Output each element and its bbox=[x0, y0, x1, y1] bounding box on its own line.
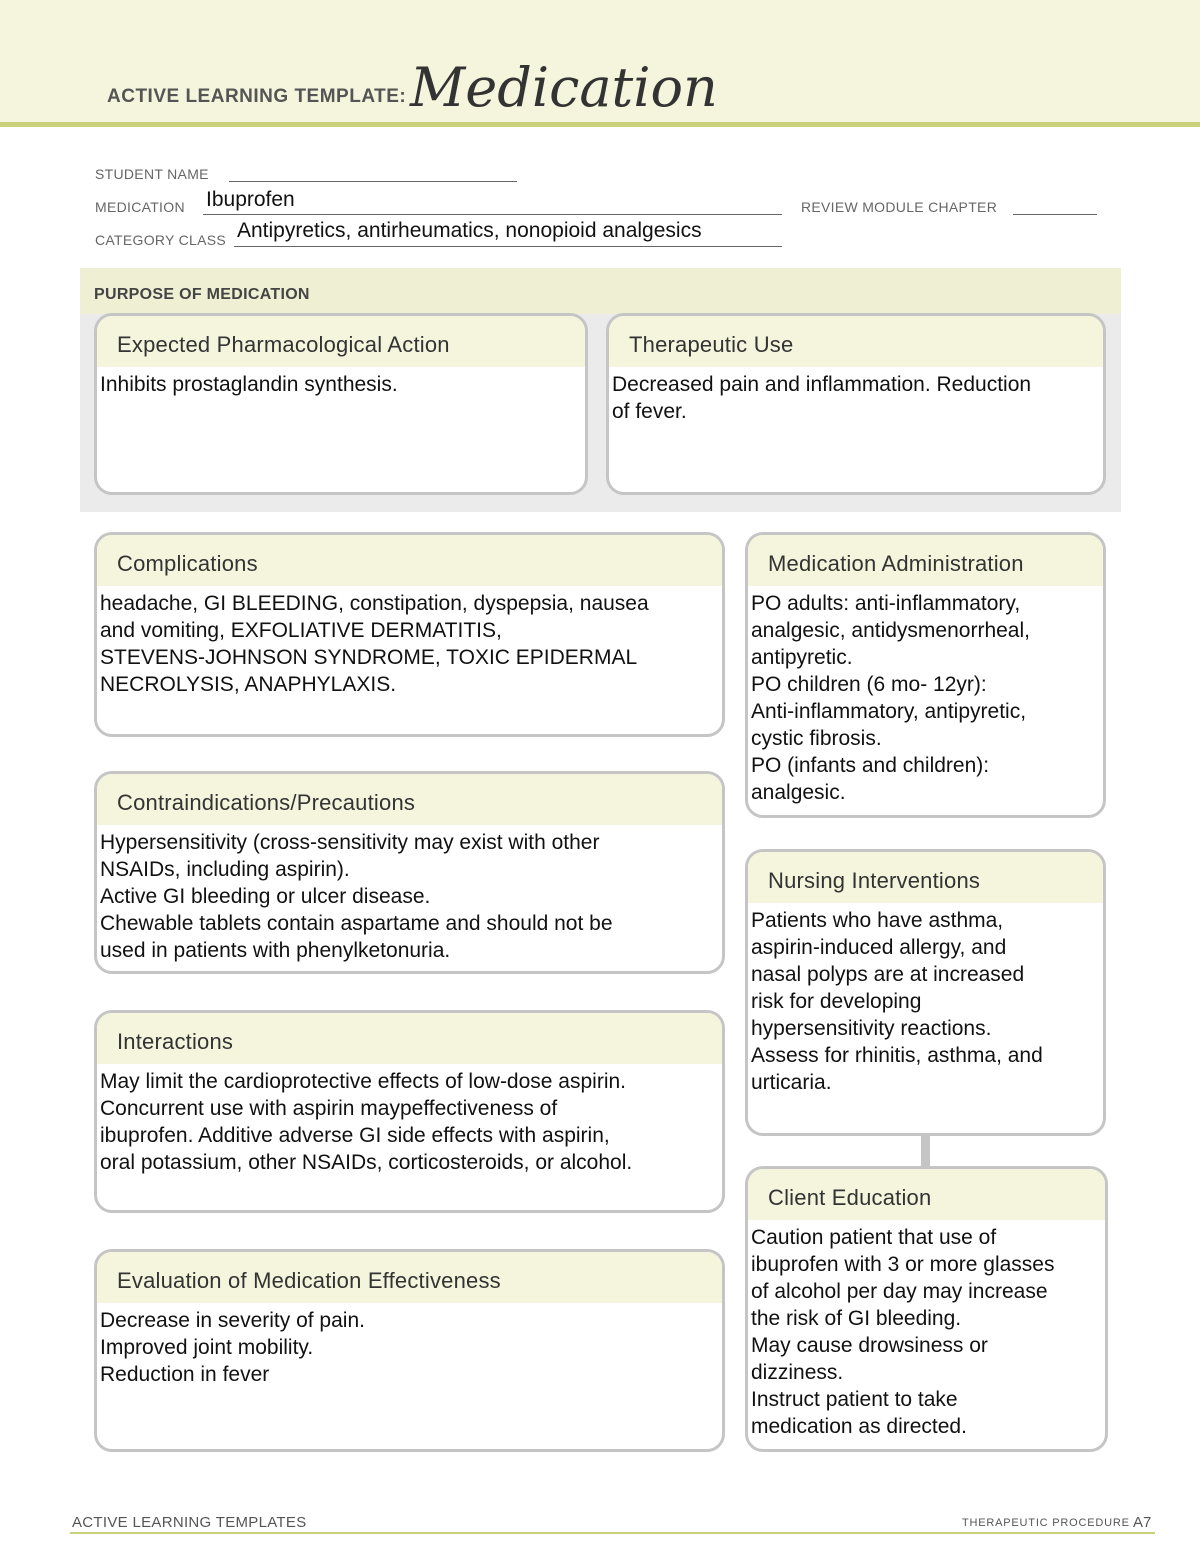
nursing-interventions-box bbox=[745, 849, 1106, 1136]
nursing-interventions-text[interactable]: Patients who have asthma, aspirin-induced allergy, and nasal polyps are at increased risk for developing hypersensitivity reactions. Assess for rhinitis, asthma, and urticaria. bbox=[751, 909, 1043, 1094]
complications-box bbox=[94, 532, 725, 737]
evaluation-heading: Evaluation of Medication Effectiveness bbox=[97, 1252, 722, 1303]
medication-label: MEDICATION bbox=[95, 199, 185, 215]
category-class-field[interactable] bbox=[234, 246, 782, 247]
category-class-label: CATEGORY CLASS bbox=[95, 232, 227, 248]
complications-text[interactable]: headache, GI BLEEDING, constipation, dyspepsia, nausea and vomiting, EXFOLIATIVE DERMATITIS, STEVENS-JOHNSON SYNDROME, TOXIC EPIDERMAL NECROLYSIS, ANAPHYLAXIS. bbox=[100, 592, 649, 696]
header-rule bbox=[0, 122, 1200, 127]
student-name-field[interactable] bbox=[229, 181, 517, 182]
expected-action-heading: Expected Pharmacological Action bbox=[97, 316, 585, 367]
medication-administration-heading: Medication Administration bbox=[748, 535, 1103, 586]
review-module-label: REVIEW MODULE CHAPTER bbox=[801, 199, 998, 215]
client-education-box bbox=[745, 1166, 1108, 1452]
therapeutic-use-box bbox=[606, 313, 1106, 495]
interactions-text[interactable]: May limit the cardioprotective effects of low-dose aspirin. Concurrent use with aspirin maypeffectiveness of ibuprofen. Additive adverse GI side effects with aspirin, oral potassium, other NSAIDs, corticosteroids, or alcohol. bbox=[100, 1070, 633, 1174]
expected-action-box bbox=[94, 313, 588, 495]
student-name-label: STUDENT NAME bbox=[95, 166, 209, 182]
review-module-field[interactable] bbox=[1013, 214, 1097, 215]
medication-field[interactable] bbox=[203, 214, 782, 215]
medication-administration-box bbox=[745, 532, 1106, 818]
complications-heading: Complications bbox=[97, 535, 722, 586]
footer-left: ACTIVE LEARNING TEMPLATES bbox=[72, 1514, 307, 1531]
page-title: Medication bbox=[410, 56, 718, 119]
client-education-heading: Client Education bbox=[748, 1169, 1105, 1220]
footer-rule bbox=[70, 1532, 1155, 1534]
contraindications-text[interactable]: Hypersensitivity (cross-sensitivity may exist with other NSAIDs, including aspirin). Active GI bleeding or ulcer disease. Chewable tablets contain aspartame and should not be used in patients with phenylketonuria. bbox=[100, 831, 613, 962]
footer-page-number: A7 bbox=[1133, 1514, 1152, 1531]
footer-right: THERAPEUTIC PROCEDURE bbox=[962, 1517, 1130, 1529]
evaluation-text[interactable]: Decrease in severity of pain. Improved joint mobility. Reduction in fever bbox=[100, 1309, 365, 1386]
client-education-text[interactable]: Caution patient that use of ibuprofen with 3 or more glasses of alcohol per day may increase the risk of GI bleeding. May cause drowsiness or dizziness. Instruct patient to take medication as directed. bbox=[751, 1226, 1055, 1438]
category-class-value: Antipyretics, antirheumatics, nonopioid analgesics bbox=[237, 219, 702, 242]
nursing-interventions-heading: Nursing Interventions bbox=[748, 852, 1103, 903]
interactions-box bbox=[94, 1010, 725, 1213]
template-label: ACTIVE LEARNING TEMPLATE: bbox=[107, 86, 407, 107]
evaluation-box bbox=[94, 1249, 725, 1452]
purpose-title: PURPOSE OF MEDICATION bbox=[94, 286, 310, 303]
therapeutic-use-text[interactable]: Decreased pain and inflammation. Reduction of fever. bbox=[612, 373, 1032, 423]
interactions-heading: Interactions bbox=[97, 1013, 722, 1064]
medication-administration-text[interactable]: PO adults: anti-inflammatory, analgesic, antidysmenorrheal, antipyretic. PO children (6 mo- 12yr): Anti-inflammatory, antipyretic, cystic fibrosis. PO (infants and children): analgesic. bbox=[751, 592, 1030, 804]
contraindications-heading: Contraindications/Precautions bbox=[97, 774, 722, 825]
medication-value: Ibuprofen bbox=[206, 188, 295, 211]
contraindications-box bbox=[94, 771, 725, 974]
therapeutic-use-heading: Therapeutic Use bbox=[609, 316, 1103, 367]
connector-bar bbox=[921, 1134, 930, 1166]
expected-action-text[interactable]: Inhibits prostaglandin synthesis. bbox=[100, 373, 398, 396]
